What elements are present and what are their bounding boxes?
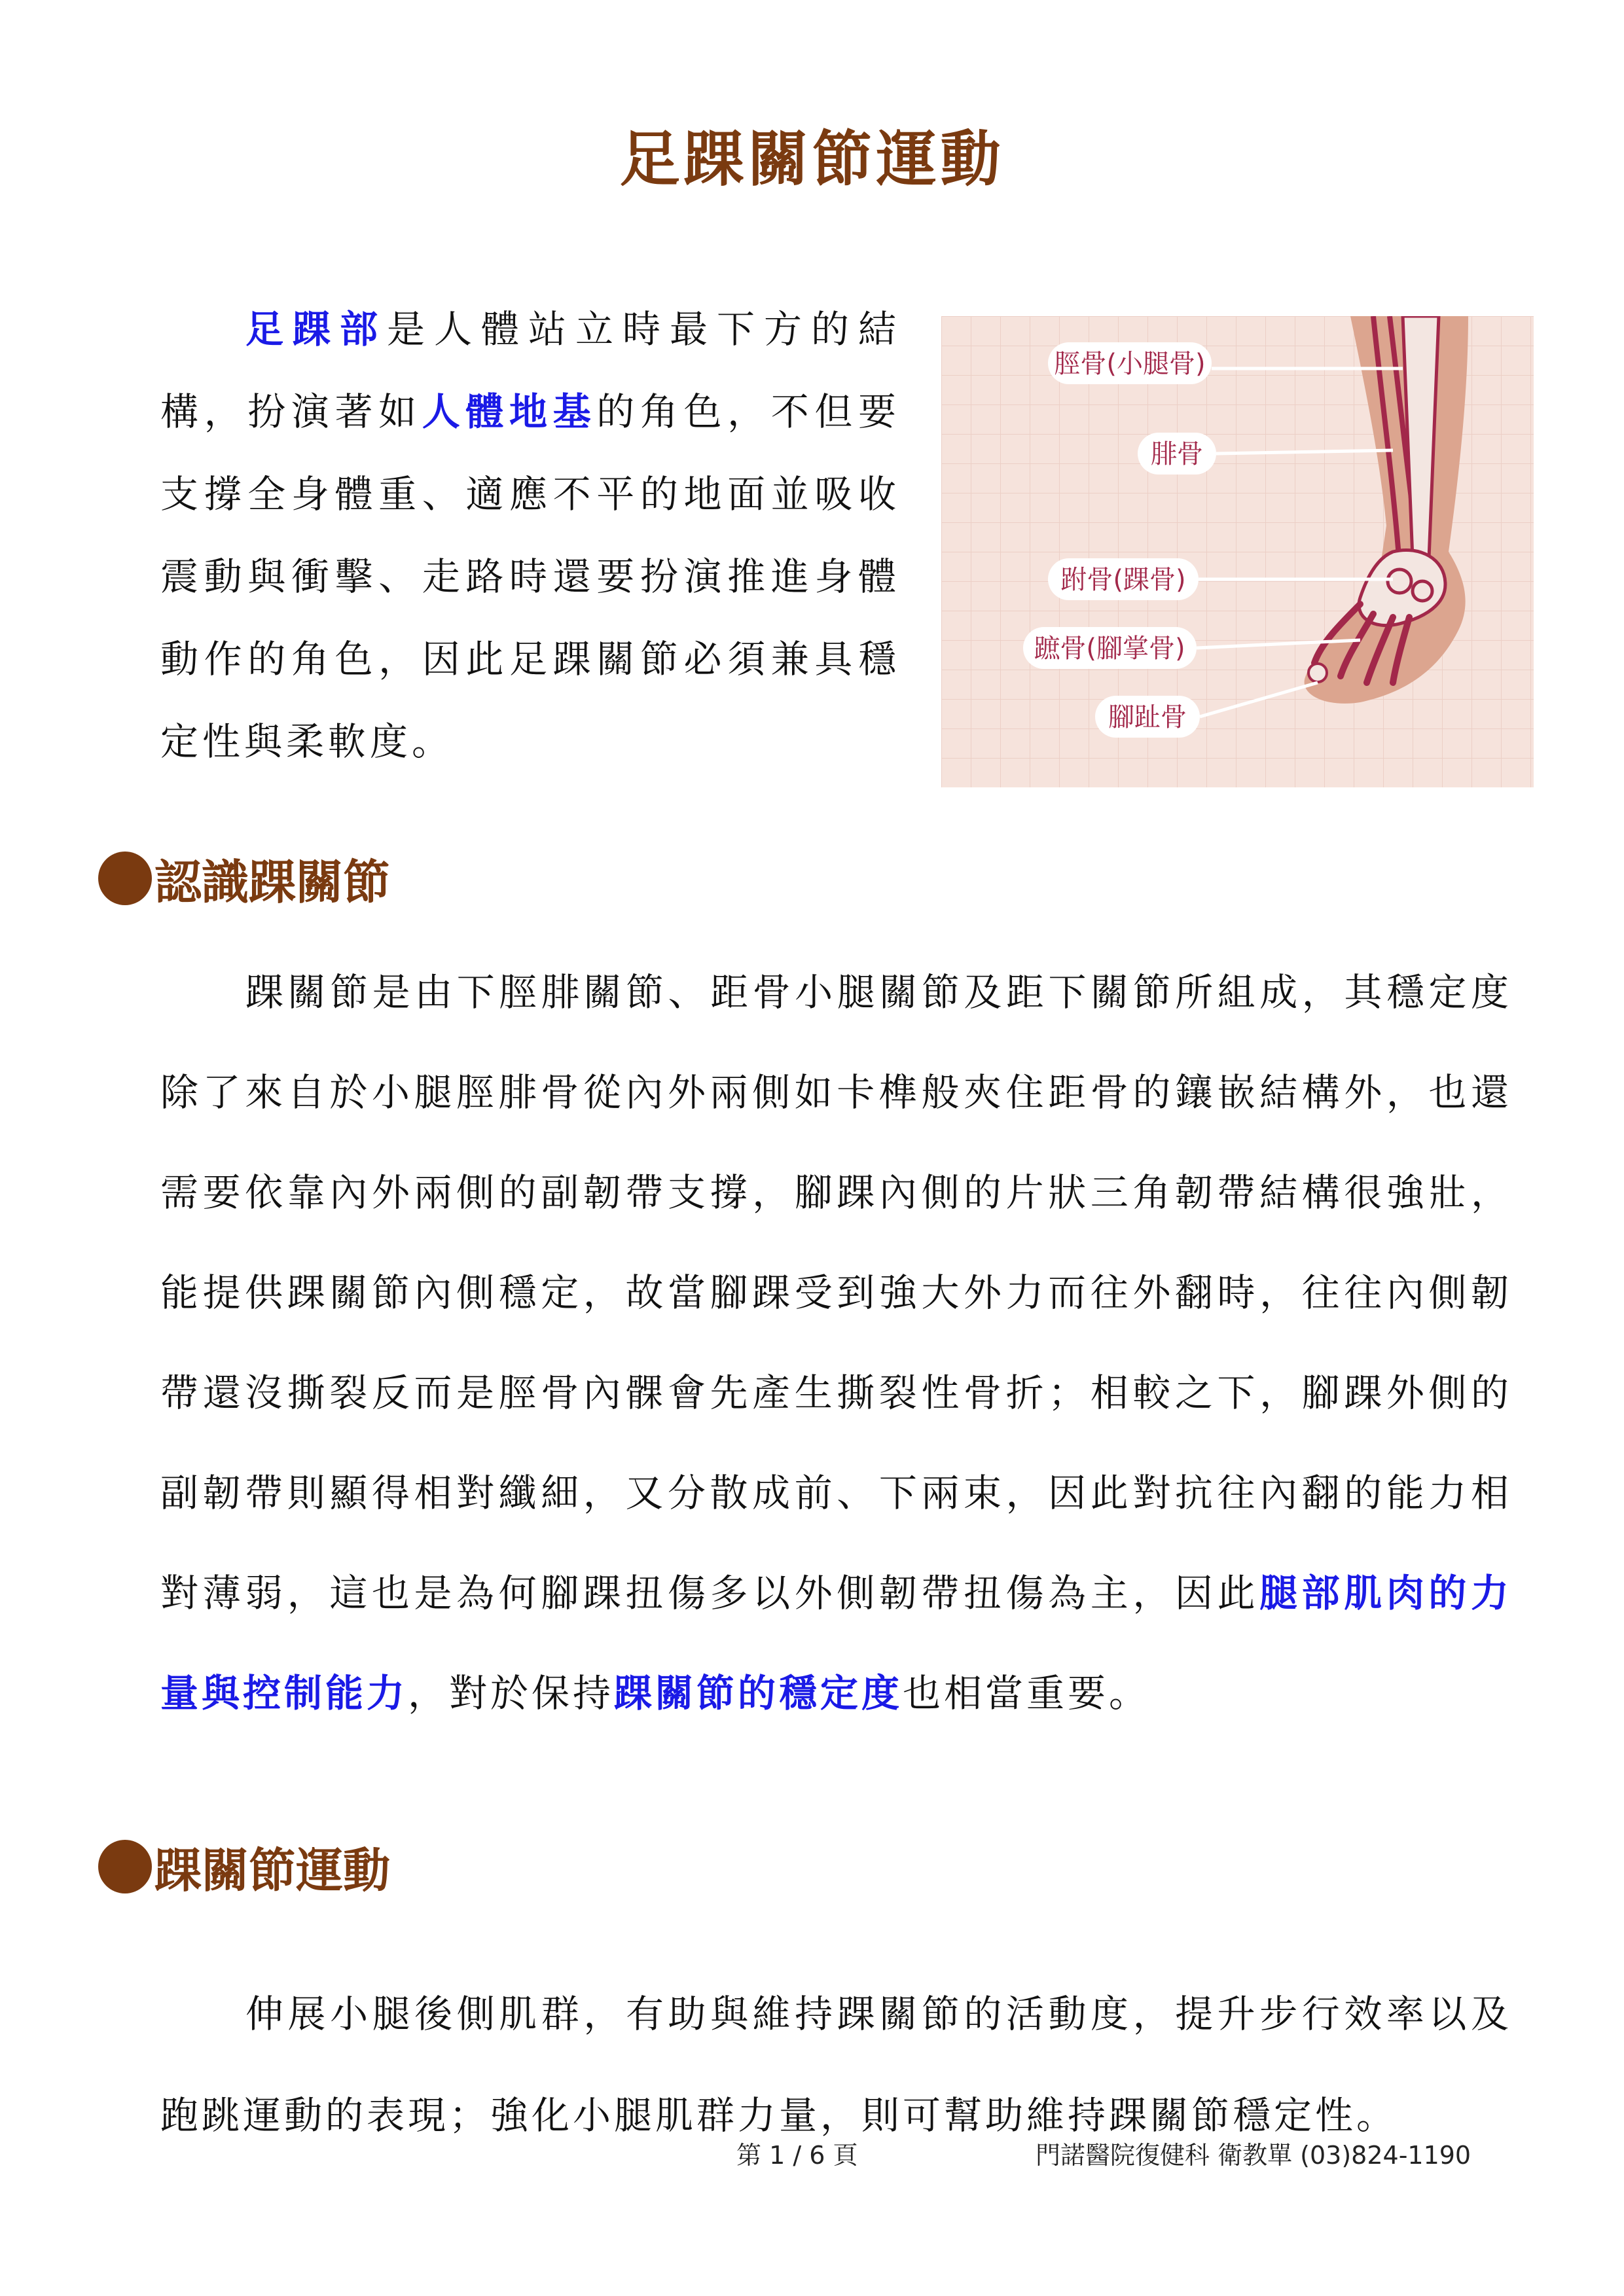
label-phalanges-text: 腳趾骨 [1108,702,1187,732]
ankle-exercise-paragraph: 伸展小腿後側肌群，有助與維持踝關節的活動度，提升步行效率以及跑跳運動的表現；強化小腿肌群力量，則可幫助維持踝關節穩定性。 [160,1992,1512,2138]
foot-anatomy-illustration [941,316,1534,787]
intro-highlight-foundation: 人體地基 [422,389,597,434]
section-heading-text: 踝關節運動 [154,1842,391,1898]
label-fibula-text: 腓骨 [1151,439,1203,469]
label-metatarsals-text: 蹠骨(腳掌骨) [1034,634,1185,664]
label-tarsals-text: 跗骨(踝骨) [1060,565,1186,595]
label-tibia-text: 脛骨(小腿骨) [1054,349,1206,379]
bullet-icon [98,1840,152,1893]
intro-paragraph [160,288,900,783]
para-text-1: 踝關節是由下脛腓關節、距骨小腿關節及距下關節所組成，其穩定度除了來自於小腿脛腓骨從內外兩側如卡榫般夾住距骨的鑲嵌結構外，也還需要依靠內外兩側的副韌帶支撐，腳踝內側的片狀三角韌帶結構很強壯，能提供踝關節內側穩定，故當腳踝受到強大外力而往外翻時，往往內側韌帶還沒撕裂反而是脛骨內髁會先產生撕裂性骨折；相較之下，腳踝外側的副韌帶則顯得相對纖細，又分散成前、下兩束，因此對抗往內翻的能力相對薄弱，這也是為何腳踝扭傷多以外側韌帶扭傷為主，因此 [160,970,1512,1615]
intro-text-2: 的角色，不但要支撐全身體重、適應不平的地面並吸收震動與衝擊、走路時還要扮演推進身體動作的角色，因此足踝關節必須兼具穩定性與柔軟度。 [160,389,900,764]
para-highlight-stability: 踝關節的穩定度 [614,1671,903,1715]
ankle-joint-paragraph [160,942,1512,1744]
intro-highlight-ankle: 足踝部 [245,307,387,351]
bullet-icon [98,852,152,905]
section-heading-text: 認識踝關節 [154,854,391,910]
section-heading-ankle-joint [98,844,390,912]
para-highlight-muscle: 腿部肌肉的力量與控制能力 [160,1571,1512,1715]
page-title: 足踝關節運動 [619,124,1005,194]
footer-organization: 門諾醫院復健科 衛教單 (03)824-1190 [1036,2141,1471,2170]
para-text-2: ，對於保持 [408,1671,615,1715]
intro-text-1: 是人體站立時最下方的結構，扮演著如 [160,307,900,434]
para-text-3: 也相當重要。 [903,1671,1151,1715]
section-heading-ankle-exercise [98,1833,390,1901]
page-number: 第 1 / 6 頁 [736,2141,858,2170]
